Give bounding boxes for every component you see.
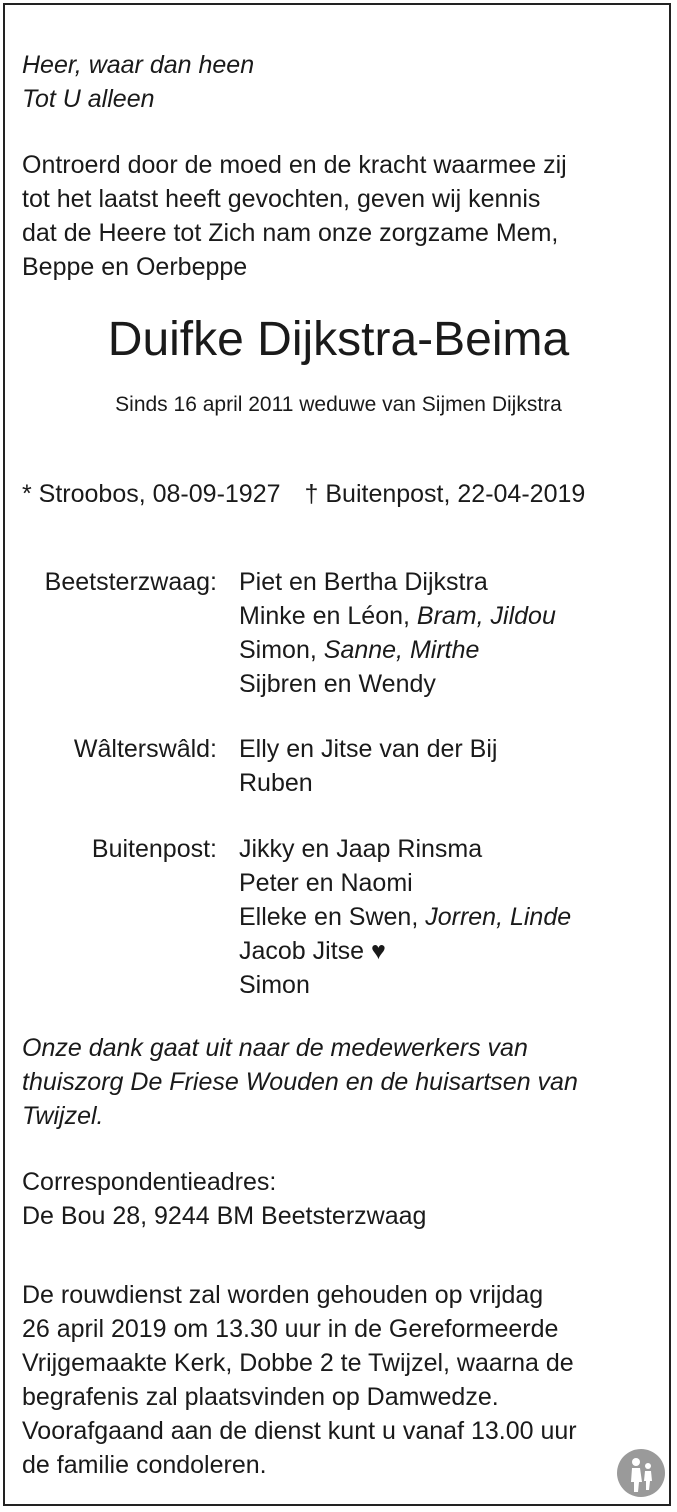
- thanks-line: thuiszorg De Friese Wouden en de huisartsen van: [22, 1068, 578, 1096]
- family-line: Simon, Sanne, Mirthe: [239, 636, 480, 664]
- address-line: Correspondentieadres:: [22, 1168, 277, 1196]
- intro-line: dat de Heere tot Zich nam onze zorgzame Mem,: [22, 219, 559, 247]
- intro-line: Ontroerd door de moed en de kracht waarmee zij: [22, 151, 567, 179]
- service-line: Voorafgaand aan de dienst kunt u vanaf 13.00 uur: [22, 1417, 577, 1445]
- family-list: [239, 732, 497, 800]
- family-line: Simon: [239, 971, 310, 999]
- verse-line: Tot U alleen: [22, 85, 155, 113]
- family-line: Elleke en Swen, Jorren, Linde: [239, 903, 572, 931]
- family-list: [239, 565, 556, 701]
- family-place: Buitenpost:: [91, 835, 217, 863]
- family-line: Minke en Léon, Bram, Jildou: [239, 602, 556, 630]
- family-line: Jacob Jitse ♥: [239, 937, 386, 965]
- intro-line: tot het laatst heeft gevochten, geven wij kennis: [22, 185, 541, 213]
- widow-subtitle: Sinds 16 april 2011 weduwe van Sijmen Dijkstra: [115, 393, 562, 416]
- verse-line: Heer, waar dan heen: [22, 51, 255, 79]
- death-date: † Buitenpost, 22-04-2019: [304, 480, 586, 508]
- address-line: De Bou 28, 9244 BM Beetsterzwaag: [22, 1202, 427, 1230]
- family-place: Beetsterzwaag:: [44, 568, 217, 596]
- family-line: Jikky en Jaap Rinsma: [239, 835, 483, 863]
- family-line: Sijbren en Wendy: [239, 670, 436, 698]
- figure-emblem-icon: [616, 1448, 666, 1498]
- family-list: [239, 832, 571, 1002]
- service-line: begrafenis zal plaatsvinden op Damwedze.: [22, 1383, 499, 1411]
- service-line: De rouwdienst zal worden gehouden op vrijdag: [22, 1281, 544, 1309]
- family-place: Wâlterswâld:: [73, 735, 217, 763]
- life-dates: [22, 477, 585, 511]
- intro-line: Beppe en Oerbeppe: [22, 253, 248, 281]
- thanks-line: Onze dank gaat uit naar de medewerkers van: [22, 1034, 528, 1062]
- thanks-line: Twijzel.: [22, 1102, 104, 1130]
- deceased-name: Duifke Dijkstra-Beima: [107, 313, 570, 366]
- service-line: 26 april 2019 om 13.30 uur in de Gereformeerde: [22, 1315, 559, 1343]
- service-line: Vrijgemaakte Kerk, Dobbe 2 te Twijzel, waarna de: [22, 1349, 574, 1377]
- birth-date: * Stroobos, 08-09-1927: [22, 480, 281, 508]
- service-line: de familie condoleren.: [22, 1451, 267, 1479]
- family-line: Peter en Naomi: [239, 869, 413, 897]
- family-line: Ruben: [239, 769, 313, 797]
- family-line: Piet en Bertha Dijkstra: [239, 568, 488, 596]
- family-line: Elly en Jitse van der Bij: [239, 735, 498, 763]
